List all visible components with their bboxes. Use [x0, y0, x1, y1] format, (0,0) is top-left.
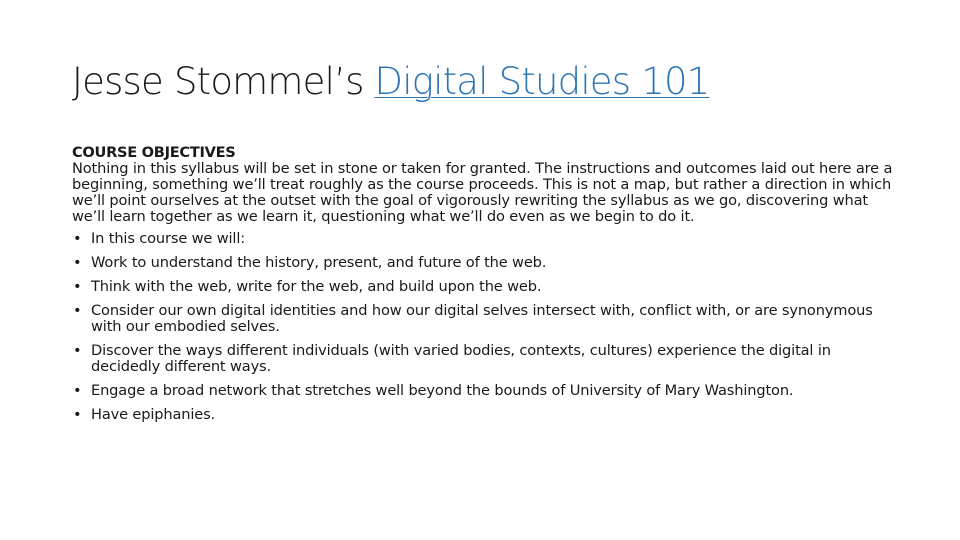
list-item [72, 231, 902, 247]
list-item [72, 343, 902, 375]
intro-paragraph: Nothing in this syllabus will be set in stone or taken for granted. The instructions and outcomes laid out here are a beginning, something we’ll treat roughly as the course proceeds. This is not a map, but rather a direction in which we’ll point ourselves at the outset with the goal of vigorously rewriting the syllabus as we go, discovering what we’ll learn together as we learn it, questioning what we’ll do even as we begin to do it. [72, 160, 893, 225]
list-item [72, 303, 902, 335]
section-heading: COURSE OBJECTIVES [72, 144, 236, 161]
list-item-text: In this course we will: [91, 230, 246, 247]
slide-title [72, 52, 912, 112]
list-item [72, 255, 902, 271]
title-prefix: Jesse Stommel’s [72, 60, 375, 103]
list-item [72, 279, 902, 295]
slide-body [72, 144, 902, 431]
list-item-text: Think with the web, write for the web, and build upon the web. [91, 278, 542, 295]
objectives-list [72, 231, 902, 423]
list-item-text: Discover the ways different individuals (with varied bodies, contexts, cultures) experience the digital in decidedly different ways. [91, 342, 831, 375]
bullet-icon: • [73, 254, 82, 271]
list-item-text: Work to understand the history, present, and future of the web. [91, 254, 547, 271]
list-item [72, 407, 902, 423]
list-item-text: Engage a broad network that stretches well beyond the bounds of University of Mary Washington. [91, 382, 794, 399]
bullet-icon: • [73, 230, 82, 247]
list-item [72, 383, 902, 399]
bullet-icon: • [73, 302, 82, 319]
bullet-icon: • [73, 406, 82, 423]
bullet-icon: • [73, 342, 82, 359]
bullet-icon: • [73, 278, 82, 295]
bullet-icon: • [73, 382, 82, 399]
list-item-text: Have epiphanies. [91, 406, 216, 423]
list-item-text: Consider our own digital identities and how our digital selves intersect with, conflict with, or are synonymous with our embodied selves. [91, 302, 873, 335]
course-link[interactable]: Digital Studies 101 [374, 60, 710, 103]
